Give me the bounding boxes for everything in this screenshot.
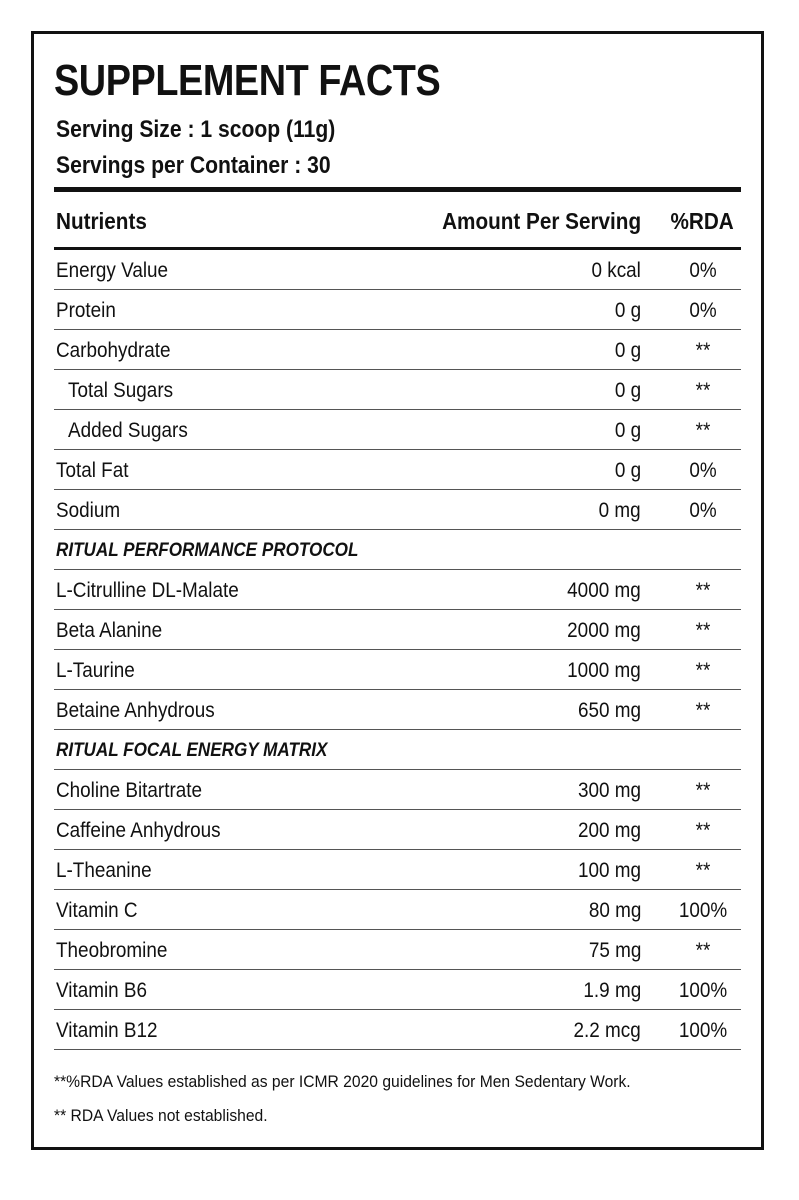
nutrient-name: Protein (56, 299, 116, 322)
panel-title: SUPPLEMENT FACTS (54, 56, 441, 105)
nutrient-amount: 100 mg (577, 859, 641, 882)
nutrient-name: L-Taurine (56, 659, 135, 682)
section-heading-row (54, 530, 741, 570)
nutrient-name: Choline Bitartrate (56, 779, 203, 802)
nutrient-rda: 100% (678, 1019, 728, 1042)
table-row (54, 810, 741, 850)
header-rda: %RDA (670, 208, 734, 234)
nutrient-rda: 0% (689, 299, 717, 322)
section-heading-row (54, 730, 741, 770)
nutrient-amount: 4000 mg (567, 579, 641, 602)
nutrient-rda: ** (695, 419, 711, 442)
nutrient-amount: 0 mg (598, 499, 641, 522)
nutrient-name: Beta Alanine (56, 619, 163, 642)
nutrient-name: Total Fat (56, 459, 129, 482)
nutrient-amount: 1000 mg (567, 659, 641, 682)
section-heading: RITUAL FOCAL ENERGY MATRIX (56, 740, 328, 761)
nutrient-amount: 0 g (614, 459, 641, 482)
nutrient-rda: ** (695, 659, 711, 682)
table-row (54, 250, 741, 290)
nutrient-name: Energy Value (56, 259, 169, 282)
nutrient-rda: ** (695, 619, 711, 642)
nutrient-rda: 100% (678, 899, 728, 922)
nutrient-rda: ** (695, 699, 711, 722)
nutrient-amount: 0 kcal (591, 259, 641, 282)
header-amount: Amount Per Serving (442, 208, 641, 234)
table-row (54, 570, 741, 610)
nutrient-amount: 2000 mg (567, 619, 641, 642)
nutrient-amount: 0 g (614, 339, 641, 362)
table-row (54, 930, 741, 970)
nutrient-rda: 100% (678, 979, 728, 1002)
table-row (54, 650, 741, 690)
nutrient-amount: 0 g (614, 419, 641, 442)
table-row (54, 1010, 741, 1050)
nutrient-amount: 0 g (614, 299, 641, 322)
nutrient-amount: 0 g (614, 379, 641, 402)
nutrient-name: Vitamin B6 (56, 979, 148, 1002)
nutrient-amount: 1.9 mg (583, 979, 641, 1002)
nutrient-name: Added Sugars (68, 419, 188, 442)
nutrient-name: Vitamin C (56, 899, 138, 922)
nutrient-name: Betaine Anhydrous (56, 699, 215, 722)
nutrient-amount: 200 mg (577, 819, 641, 842)
table-row (54, 770, 741, 810)
table-header-row (54, 192, 741, 250)
nutrient-name: Sodium (56, 499, 121, 522)
nutrient-rda: ** (695, 579, 711, 602)
nutrient-name: Carbohydrate (56, 339, 171, 362)
nutrient-rda: ** (695, 939, 711, 962)
table-row (54, 450, 741, 490)
nutrient-table (54, 192, 741, 1050)
nutrient-rda: 0% (689, 259, 717, 282)
table-row (54, 330, 741, 370)
nutrient-amount: 80 mg (588, 899, 641, 922)
serving-size: Serving Size : 1 scoop (11g) (56, 116, 336, 143)
table-row (54, 890, 741, 930)
nutrient-name: L-Theanine (56, 859, 152, 882)
supplement-facts-panel (31, 31, 764, 1150)
table-row (54, 970, 741, 1010)
table-row (54, 410, 741, 450)
table-row (54, 370, 741, 410)
nutrient-rda: ** (695, 859, 711, 882)
nutrient-amount: 2.2 mcg (573, 1019, 641, 1042)
nutrient-rda: 0% (689, 499, 717, 522)
nutrient-amount: 75 mg (588, 939, 641, 962)
table-row (54, 490, 741, 530)
table-row (54, 850, 741, 890)
nutrient-name: Vitamin B12 (56, 1019, 158, 1042)
footnote: ** RDA Values not established. (54, 1106, 268, 1125)
nutrient-name: Theobromine (56, 939, 168, 962)
footnote: **%RDA Values established as per ICMR 2020 guidelines for Men Sedentary Work. (54, 1072, 631, 1091)
table-row (54, 690, 741, 730)
nutrient-rda: ** (695, 819, 711, 842)
table-row (54, 290, 741, 330)
nutrient-rda: ** (695, 379, 711, 402)
nutrient-name: Caffeine Anhydrous (56, 819, 221, 842)
nutrient-amount: 300 mg (577, 779, 641, 802)
nutrient-name: L-Citrulline DL-Malate (56, 579, 239, 602)
footnotes (54, 1072, 631, 1140)
nutrient-rda: 0% (689, 459, 717, 482)
servings-per-container: Servings per Container : 30 (56, 152, 331, 179)
section-heading: RITUAL PERFORMANCE PROTOCOL (56, 540, 359, 561)
nutrient-amount: 650 mg (577, 699, 641, 722)
nutrient-rda: ** (695, 339, 711, 362)
table-row (54, 610, 741, 650)
header-nutrients: Nutrients (56, 208, 147, 234)
nutrient-rda: ** (695, 779, 711, 802)
nutrient-name: Total Sugars (68, 379, 174, 402)
